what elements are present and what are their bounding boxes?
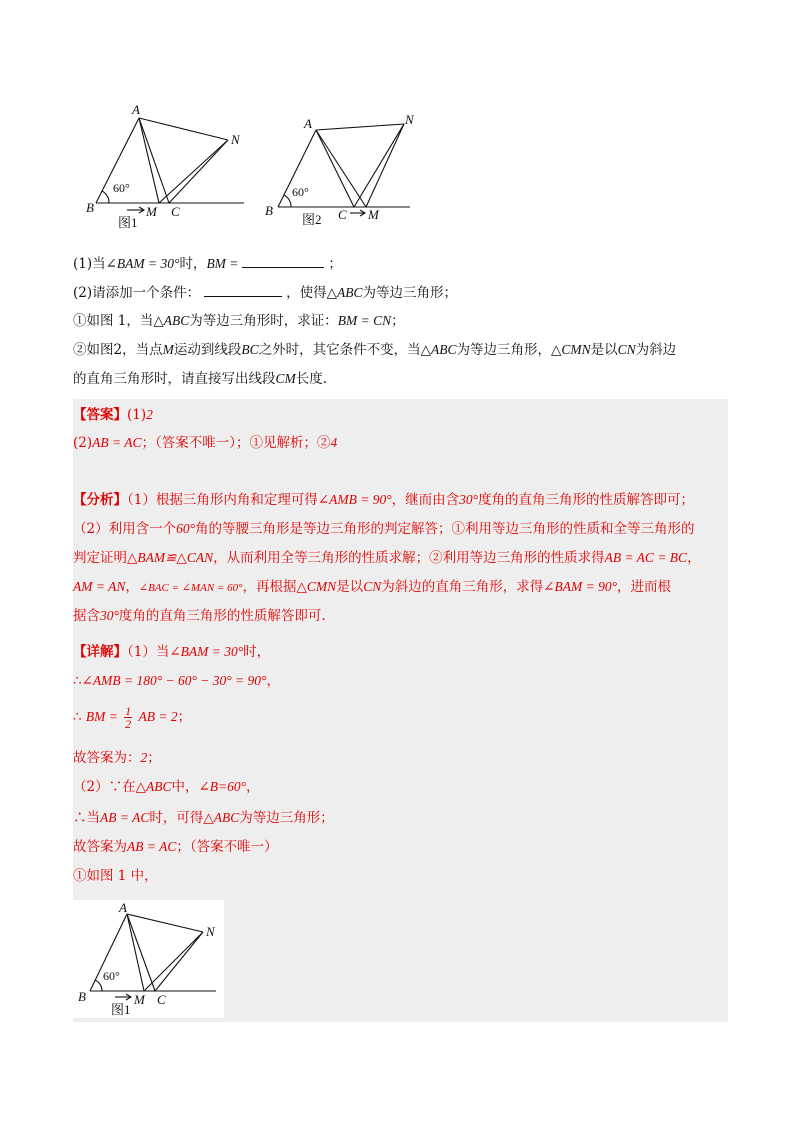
fig2-label-n: N [405,112,414,127]
detail-line-3: ∴ BM = $\frac{1}{2}$ AB = 2； [73,704,192,731]
question-1: (1)当∠BAM = 30°时，BM = ； [73,253,342,274]
detail-line-8: ①如图 1 中， [73,868,158,884]
detail-line-6: ∴当AB = AC时，可得△ABC为等边三角形； [73,810,334,826]
question-2: (2)请添加一个条件： ，使得△ABC为等边三角形； [73,282,457,303]
detail-line-4: 故答案为：2； [73,750,161,766]
detail-line-7: 故答案为AB = AC；（答案不唯一） [73,839,278,855]
figure-3 [73,900,224,1018]
fig3-caption: 图1 [111,1002,131,1017]
answer-line-2: (2)AB = AC；（答案不唯一）；①见解析；②4 [73,435,338,451]
fig3-label-m: M [134,992,145,1007]
fig1-label-a: A [132,102,140,117]
fig3-angle-label: 60° [103,969,120,983]
analysis-line-1: 【分析】（1）根据三角形内角和定理可得∠AMB = 90°，继而由含30°度角的直角三角形的性质解答即可； [73,492,695,508]
fig1-label-c: C [171,204,180,219]
fig2-label-a: A [304,116,312,131]
fig3-label-b: B [78,989,86,1004]
detail-line-2: ∴∠AMB = 180° − 60° − 30° = 90°， [73,673,280,689]
question-2b: ②如图2，当点M运动到线段BC之外时，其它条件不变，当△ABC为等边三角形，△CMN是以CN为斜边 [73,342,677,358]
question-2b-cont: 的直角三角形时，请直接写出线段CM长度. [73,371,328,387]
figure-1 [80,100,255,235]
analysis-line-4: AM = AN，∠BAC = ∠MAN = 60°，再根据△CMN是以CN为斜边的直角三角形，求得∠BAM = 90°，进而根 [73,579,672,595]
fraction-one-half: $\frac{1}{2}$ [125,704,132,731]
fig2-label-b: B [265,203,273,218]
analysis-line-3: 判定证明△BAM≌△CAN，从而利用全等三角形的性质求解；②利用等边三角形的性质求得AB = AC = BC， [73,550,701,566]
fig2-caption: 图2 [302,212,322,227]
fig1-label-m: M [146,204,157,219]
answer-blank-2[interactable] [204,282,282,297]
fig2-angle-label: 60° [292,185,309,199]
answer-line-1: 【答案】(1)2 [73,407,153,423]
analysis-line-2: （2）利用含一个60°角的等腰三角形是等边三角形的判定解答；①利用等边三角形的性质和全等三角形的 [73,521,695,537]
answer-blank-1[interactable] [242,253,324,268]
fig1-label-n: N [231,132,240,147]
fig2-label-m: M [368,207,379,222]
question-2a: ①如图 1，当△ABC为等边三角形时，求证：BM = CN； [73,313,405,329]
fig1-caption: 图1 [118,215,138,230]
fig3-label-n: N [206,924,215,939]
fig3-label-a: A [119,900,127,915]
fig1-label-b: B [86,200,94,215]
fig3-label-c: C [157,992,166,1007]
fig1-angle-label: 60° [113,181,130,195]
detail-line-5: （2）∵在△ABC中，∠B=60°， [73,779,260,795]
analysis-line-5: 据含30°度角的直角三角形的性质解答即可. [73,608,326,624]
fig2-label-c: C [338,207,347,222]
detail-line-1: 【详解】（1）当∠BAM = 30°时， [73,644,271,660]
figure-2 [262,110,422,230]
